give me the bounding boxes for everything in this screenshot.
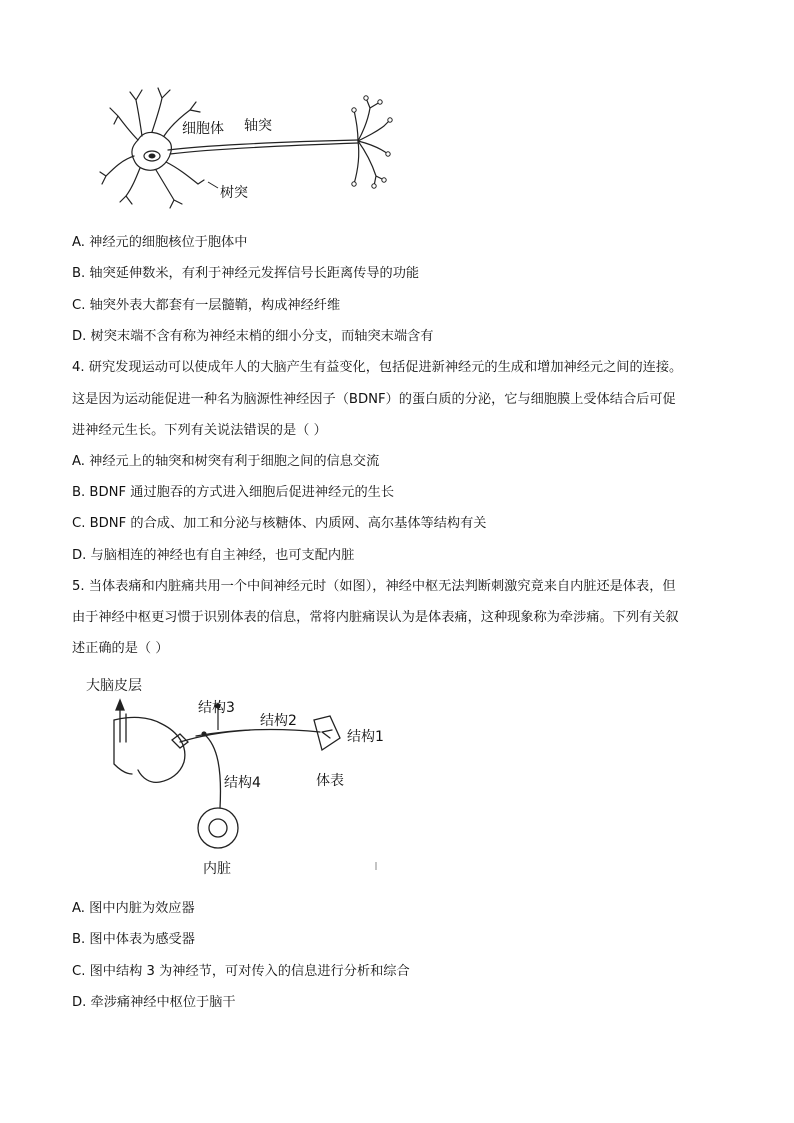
q4-stem-line-3: 进神经元生长。下列有关说法错误的是（ ） bbox=[72, 423, 327, 438]
label-structure-3: 结构3 bbox=[198, 700, 235, 716]
label-dendrite: 树突 bbox=[220, 185, 248, 201]
q5-option-b: B. 图中体表为感受器 bbox=[72, 932, 195, 947]
label-structure-1: 结构1 bbox=[347, 729, 384, 745]
q5-option-a: A. 图中内脏为效应器 bbox=[72, 901, 195, 916]
q5-option-d: D. 牵涉痛神经中枢位于脑干 bbox=[72, 995, 236, 1010]
q4-stem-line-2: 这是因为运动能促进一种名为脑源性神经因子（BDNF）的蛋白质的分泌，它与细胞膜上受体结合后可促 bbox=[72, 392, 676, 407]
q5-stem-line-2: 由于神经中枢更习惯于识别体表的信息，常将内脏痛误认为是体表痛，这种现象称为牵涉痛。下列有关叙 bbox=[72, 610, 679, 625]
q3-option-a: A. 神经元的细胞核位于胞体中 bbox=[72, 235, 248, 250]
label-structure-4: 结构4 bbox=[224, 775, 261, 791]
label-cortex: 大脑皮层 bbox=[86, 678, 142, 694]
label-cell-body: 细胞体 bbox=[182, 121, 224, 137]
q4-option-a: A. 神经元上的轴突和树突有利于细胞之间的信息交流 bbox=[72, 454, 380, 469]
q3-option-c: C. 轴突外表大都套有一层髓鞘，构成神经纤维 bbox=[72, 298, 341, 313]
label-viscera: 内脏 bbox=[203, 861, 231, 877]
q4-option-c: C. BDNF 的合成、加工和分泌与核糖体、内质网、高尔基体等结构有关 bbox=[72, 516, 487, 531]
label-axon: 轴突 bbox=[244, 118, 272, 134]
q5-option-c: C. 图中结构 3 为神经节，可对传入的信息进行分析和综合 bbox=[72, 964, 410, 979]
label-structure-2: 结构2 bbox=[260, 713, 297, 729]
q4-option-b: B. BDNF 通过胞吞的方式进入细胞后促进神经元的生长 bbox=[72, 485, 395, 500]
label-body-surface: 体表 bbox=[316, 773, 344, 789]
q5-stem-line-1: 5. 当体表痛和内脏痛共用一个中间神经元时（如图），神经中枢无法判断刺激究竟来自内脏还是体表，但 bbox=[72, 579, 676, 594]
q3-option-d: D. 树突末端不含有称为神经末梢的细小分支，而轴突末端含有 bbox=[72, 329, 434, 344]
q3-option-b: B. 轴突延伸数米，有利于神经元发挥信号长距离传导的功能 bbox=[72, 266, 420, 281]
q5-stem-line-3: 述正确的是（ ） bbox=[72, 641, 169, 656]
q4-option-d: D. 与脑相连的神经也有自主神经，也可支配内脏 bbox=[72, 548, 355, 563]
q4-stem-line-1: 4. 研究发现运动可以使成年人的大脑产生有益变化，包括促进新神经元的生成和增加神经元之间的连接。 bbox=[72, 360, 683, 375]
